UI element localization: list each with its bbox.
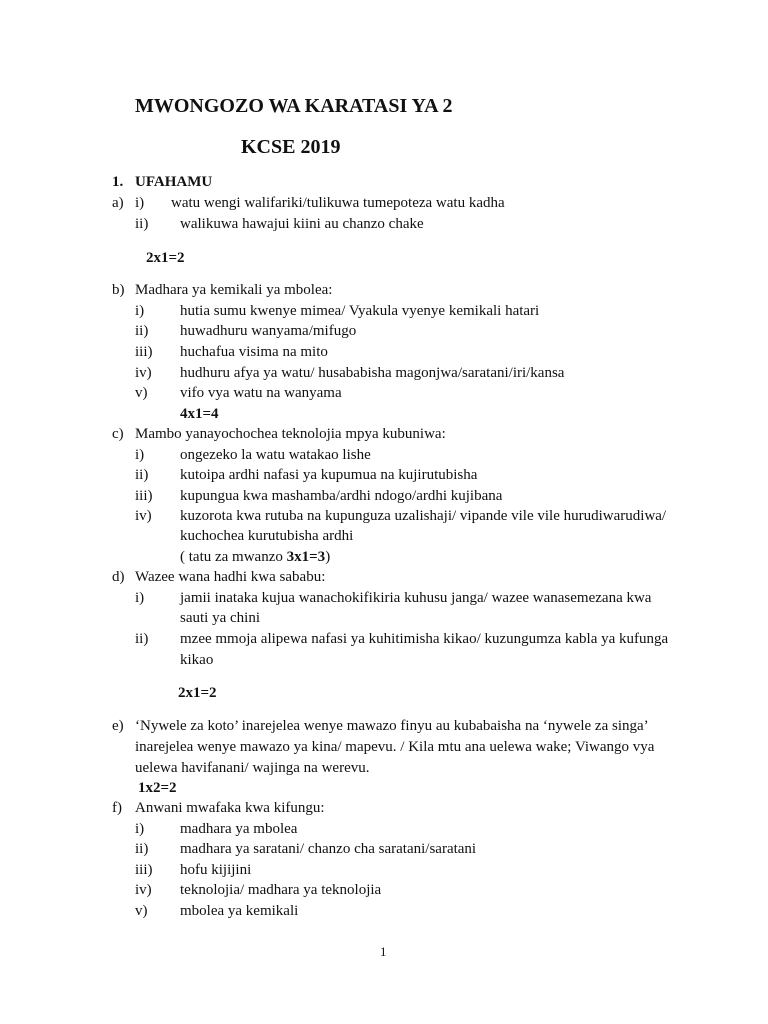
list-item-number: ii) bbox=[135, 467, 149, 483]
page-title: MWONGOZO WA KARATASI YA 2 bbox=[135, 95, 453, 117]
list-item-text: watu wengi walifariki/tulikuwa tumepoteza watu kadha bbox=[171, 195, 505, 211]
question-e-marker: e) bbox=[112, 718, 124, 734]
list-item-text-continued: sauti ya chini bbox=[180, 610, 260, 626]
marks-allocation: 4x1=4 bbox=[180, 406, 219, 422]
list-item-text: kutoipa ardhi nafasi ya kupumua na kujirutubisha bbox=[180, 467, 478, 483]
page-subtitle: KCSE 2019 bbox=[241, 136, 341, 158]
paragraph-line: inarejelea wenye mawazo ya kina/ mapevu. / Kila mtu ana uelewa wake; Viwango vya bbox=[135, 739, 655, 755]
list-item-number: iv) bbox=[135, 365, 152, 381]
question-f-intro: Anwani mwafaka kwa kifungu: bbox=[135, 800, 325, 816]
list-item-number: iii) bbox=[135, 344, 153, 360]
list-item-number: ii) bbox=[135, 631, 149, 647]
list-item-number: v) bbox=[135, 385, 148, 401]
list-item-text: kupungua kwa mashamba/ardhi ndogo/ardhi kujibana bbox=[180, 488, 503, 504]
section-heading: UFAHAMU bbox=[135, 174, 213, 190]
list-item-text: walikuwa hawajui kiini au chanzo chake bbox=[180, 216, 424, 232]
marks-allocation: 2x1=2 bbox=[146, 250, 185, 266]
list-item-text: madhara ya saratani/ chanzo cha saratani/saratani bbox=[180, 841, 477, 857]
question-c-intro: Mambo yanayochochea teknolojia mpya kubuniwa: bbox=[135, 426, 446, 442]
list-item-number: ii) bbox=[135, 841, 149, 857]
list-item-text-continued: kuchochea kurutubisha ardhi bbox=[180, 528, 354, 544]
list-item-number: i) bbox=[135, 590, 145, 606]
list-item-text: ongezeko la watu watakao lishe bbox=[180, 447, 371, 463]
list-item-number: i) bbox=[135, 821, 145, 837]
list-item-number: i) bbox=[135, 195, 145, 211]
question-c-marker: c) bbox=[112, 426, 124, 442]
list-item-text: teknolojia/ madhara ya teknolojia bbox=[180, 882, 382, 898]
marks-note bbox=[180, 550, 330, 565]
list-item-number: i) bbox=[135, 303, 145, 319]
list-item-number: iv) bbox=[135, 508, 152, 524]
list-item-text: huchafua visima na mito bbox=[180, 344, 328, 360]
marks-allocation: 3x1=3 bbox=[286, 549, 326, 565]
question-f-marker: f) bbox=[112, 800, 122, 816]
list-item-number: i) bbox=[135, 447, 145, 463]
list-item-number: iii) bbox=[135, 488, 153, 504]
list-item-text: jamii inataka kujua wanachokifikiria kuhusu janga/ wazee wanasemezana kwa bbox=[180, 590, 652, 606]
paragraph-line: uelewa havifanani/ wajinga na werevu. bbox=[135, 760, 370, 776]
question-b-marker: b) bbox=[112, 282, 125, 298]
list-item-text: vifo vya watu na wanyama bbox=[180, 385, 342, 401]
question-d-intro: Wazee wana hadhi kwa sababu: bbox=[135, 569, 326, 585]
marks-note-open: ( tatu za mwanzo bbox=[180, 549, 287, 565]
marks-note-close: ) bbox=[325, 549, 331, 565]
list-item-text: hofu kijijini bbox=[180, 862, 252, 878]
list-item-number: ii) bbox=[135, 216, 149, 232]
page-number: 1 bbox=[380, 944, 387, 959]
list-item-number: ii) bbox=[135, 323, 149, 339]
marks-allocation: 2x1=2 bbox=[178, 685, 217, 701]
list-item-text: madhara ya mbolea bbox=[180, 821, 298, 837]
list-item-text: huwadhuru wanyama/mifugo bbox=[180, 323, 357, 339]
list-item-text: hutia sumu kwenye mimea/ Vyakula vyenye kemikali hatari bbox=[180, 303, 540, 319]
marks-allocation: 1x2=2 bbox=[138, 780, 177, 796]
list-item-text: hudhuru afya ya watu/ husababisha magonjwa/saratani/iri/kansa bbox=[180, 365, 565, 381]
section-number: 1. bbox=[112, 174, 124, 190]
question-a-marker: a) bbox=[112, 195, 124, 211]
list-item-text: mbolea ya kemikali bbox=[180, 903, 299, 919]
list-item-number: iv) bbox=[135, 882, 152, 898]
list-item-text: kuzorota kwa rutuba na kupunguza uzalishaji/ vipande vile vile hurudiwarudiwa/ bbox=[180, 508, 667, 524]
question-b-intro: Madhara ya kemikali ya mbolea: bbox=[135, 282, 333, 298]
list-item-text-continued: kikao bbox=[180, 652, 214, 668]
list-item-text: mzee mmoja alipewa nafasi ya kuhitimisha kikao/ kuzungumza kabla ya kufunga bbox=[180, 631, 669, 647]
paragraph-line: ‘Nywele za koto’ inarejelea wenye mawazo finyu au kubabaisha na ‘nywele za singa’ bbox=[135, 718, 649, 734]
question-d-marker: d) bbox=[112, 569, 125, 585]
list-item-number: v) bbox=[135, 903, 148, 919]
list-item-number: iii) bbox=[135, 862, 153, 878]
